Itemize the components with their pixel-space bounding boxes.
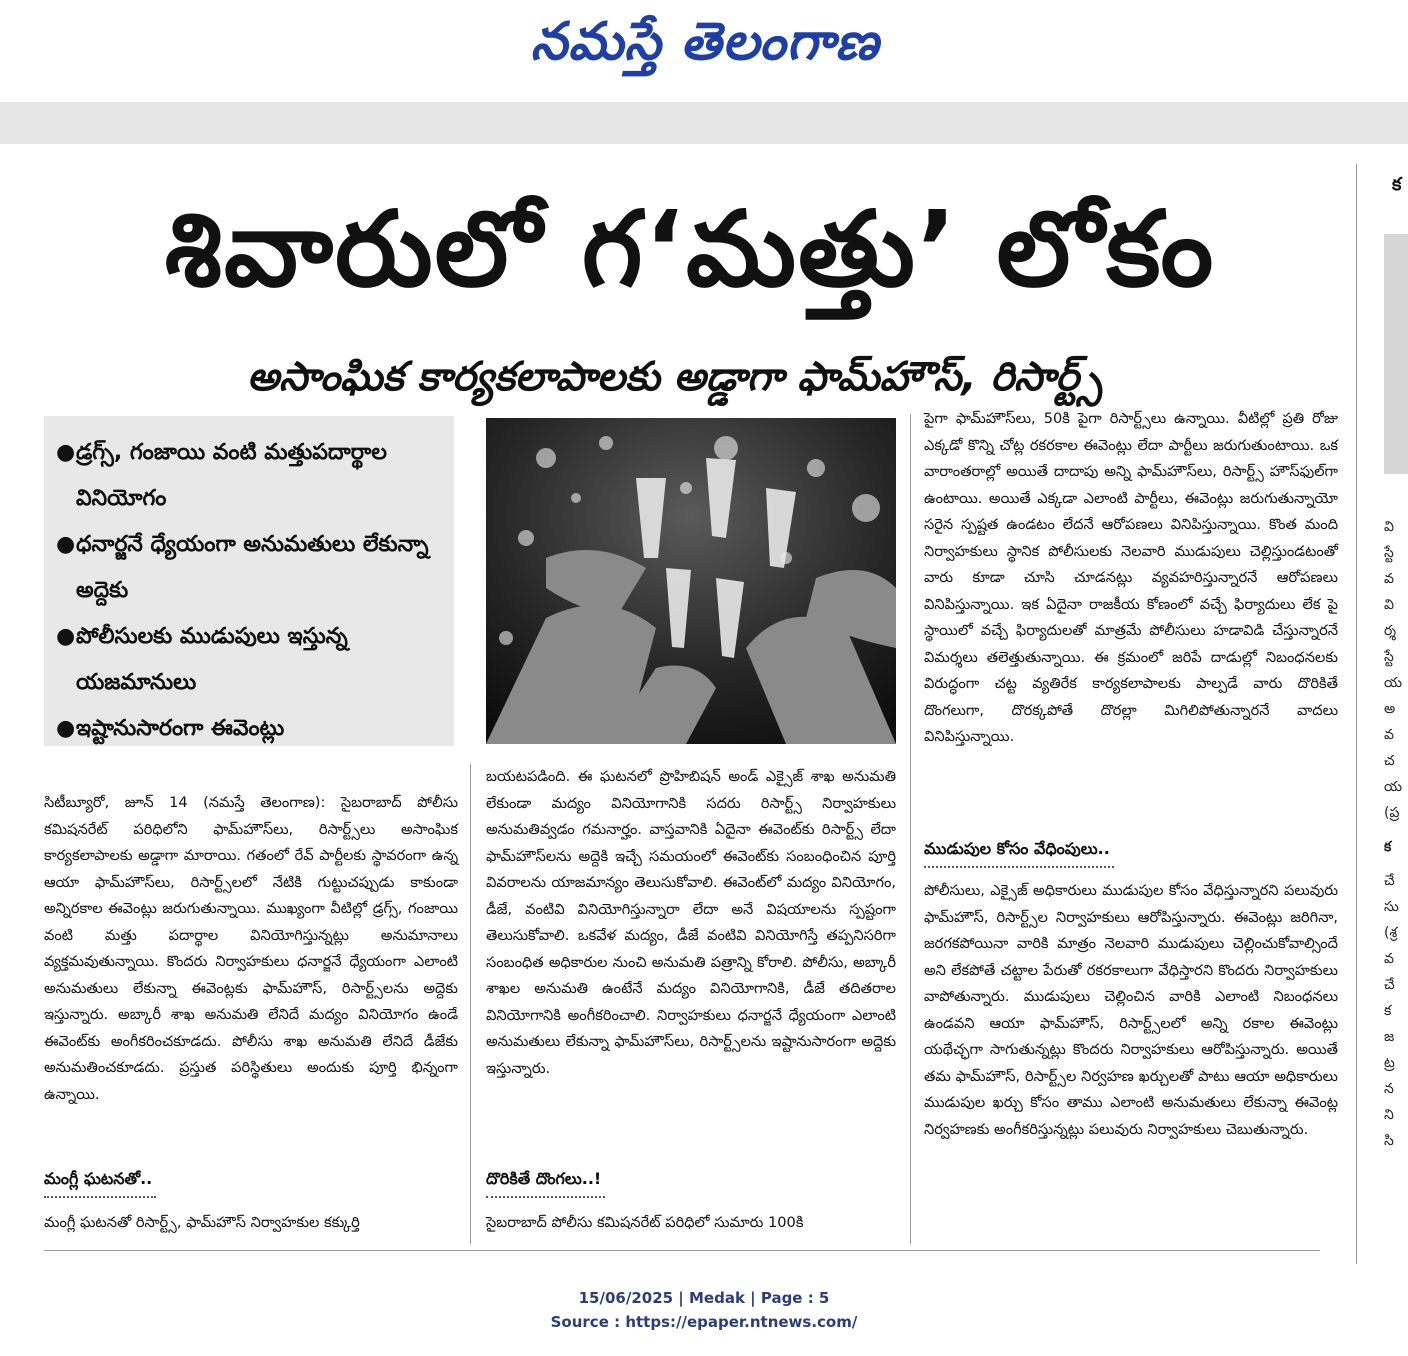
column-divider [470,764,471,1244]
highlights-list [44,416,454,752]
highlight-item: ● పోలీసులకు ముడుపులు ఇస్తున్న యజమానులు [76,614,454,706]
newspaper-page [0,144,1408,1276]
article-subheadline: అసాంఘిక కార్యకలాపాలకు అడ్డాగా ఫామ్‌హౌస్, రిసార్ట్స్ [247,354,1103,400]
column-3-body: పైగా ఫామ్‌హౌస్‌లు, 50కి పైగా రిసార్ట్స్‌లు ఉన్నాయి. వీటిల్లో ప్రతి రోజు ఎక్కడో కొన్ని చోట్ల రకరకాల ఈవెంట్లు లేదా పార్టీలు జరుగుతుంటాయి. ఒక వారాంతరాల్లో అయితే దాదాపు అన్ని ఫామ్‌హౌస్‌లు, రిసార్ట్స్ హౌస్‌ఫుల్‌గా ఉంటాయి. అయితే ఎక్కడా ఎలాంటి పార్టీలు, ఈవెంట్లు జరుగుతున్నాయో సరైన స్పష్టత ఉండటం లేదనే ఆరోపణలు వినిపిస్తున్నాయి. కొంత మంది నిర్వాహకులు స్థానిక పోలీసులకు నెలవారి ముడుపులు చెల్లిస్తుండటంతో వారు కూడా చూసి చూడనట్లు వ్యవహరిస్తున్నారనే ఆరోపణలు వినిపిస్తున్నాయి. ఇక ఏదైనా రాజకీయ కోణంలో వచ్చే ఫిర్యాదులు లేక పై స్థాయిలో వచ్చే ఫిర్యాదులతో మాత్రమే పోలీసులు హడావిడి చేస్తున్నారనే విమర్శలు తలెత్తుతున్నాయి. ఈ క్రమంలో జరిపే దాడుల్లో నిబంధనలకు విరుద్ధంగా చట్ట వ్యతిరేక కార్యకలాపాలకు పాల్పడే వారు దొరికితే దొంగలుగా, దొరక్కపోతే దొరల్లా మిగిలిపోతున్నారనే వాదలు వినిపిస్తున్నాయి. [924,410,1338,745]
adjacent-headline-fragment: క [1392,174,1402,195]
masthead [0,0,1408,100]
header-strip [0,102,1408,144]
article-bottom-rule [44,1250,1320,1251]
bullet-icon: ● [56,624,76,649]
column-1-body: సిటీబ్యూరో, జూన్ 14 (నమస్తే తెలంగాణ): సైబరాబాద్ పోలీసు కమిషనరేట్ పరిధిలోని ఫామ్‌హౌస్‌లు, రిసార్ట్స్‌లు అసాంఘిక కార్యకలాపాలకు అడ్డాగా మారాయి. గతంలో రేవ్ పార్టీలకు స్థావరంగా ఉన్న ఆయా ఫామ్‌హౌస్‌లు, రిసార్ట్స్‌లలో నేటికి గుట్టుచప్పుడు కాకుండా అన్నిరకాల ఈవెంట్లు జరుగుతున్నాయి. ముఖ్యంగా వీటిల్లో డ్రగ్స్, గంజాయి వంటి మత్తు పదార్థాల వినియోగిస్తున్నట్లు అనుమానాలు వ్యక్తమవుతున్నాయి. కొందరు నిర్వాహకులు ధనార్జనే ధ్యేయంగా ఎలాంటి అనుమతులు లేకున్నా ఈవెంట్లకు ఫామ్‌హౌస్, రిసార్ట్స్‌లను అద్దెకు ఇస్తున్నారు. అబ్కారీ శాఖ అనుమతి లేనిదే మద్యం వినియోగం ఉండే ఈవెంట్‌కు అంగీకరించకూడదు. పోలీసు శాఖ అనుమతి లేనిదే డీజేకు అనుమతించకూడదు. ప్రస్తుత పరిస్థితులు అందుకు పూర్తి భిన్నంగా ఉన్నాయి. [44,794,458,1103]
highlight-item: ● ఇష్టానుసారంగా ఈవెంట్లు [76,706,454,752]
section-heading-caught-thieves: దొరికితే దొంగలు..! [486,1164,605,1198]
highlight-item: ● ధనార్జనే ధ్యేయంగా అనుమతులు లేకున్నా అద్దెకు [76,522,454,614]
column-divider [1356,164,1357,1264]
article-column-2 [486,764,896,1082]
champagne-glasses-image [486,418,896,744]
article-column-3 [924,406,1338,751]
adjacent-article-fragment [1384,174,1408,1264]
article-headline: శివారులో గ‘మత్తు’ లోకం [164,188,1216,310]
bullet-icon: ● [56,440,76,465]
column-3-continuation: పోలీసులు, ఎక్సైజ్ అధికారులు ముడుపుల కోసం వేధిస్తున్నారని పలువురు ఫామ్‌హౌస్, రిసార్ట్స్‌ల నిర్వాహకులు ఆరోపిస్తున్నారు. ఈవెంట్లు జరిగినా, జరగకపోయినా వారికి మాత్రం నెలవారి ముడుపులు చెల్లించుకోవాల్సిందే అని లేకపోతే చట్టాల పేరుతో రకరకాలుగా వేధిస్తారని కొందరు నిర్వాహకులు వాపోతున్నారు. ముడుపులు చెల్లించిన వారికి ఎలాంటి నిబంధనలు ఉండవని ఆయా ఫామ్‌హౌస్, రిసార్ట్స్‌లలో అన్ని రకాల ఈవెంట్లు యథేచ్ఛగా సాగుతున్నట్లు కొందరు నిర్వాహకులు ఆరోపిస్తున్నారు. అయితే తమ ఫామ్‌హౌస్, రిసార్ట్స్‌ల నిర్వహణ ఖర్చులతో పాటు ఆయా అధికారులు ముడుపుల ఖర్చు కోసం తాము ఎలాంటి అనుమతులు లేకున్నా ఈవెంట్ల నిర్వహణకు అంగీకరిస్తున్నట్లు పలువురు నిర్వాహకులు చెబుతున్నారు. [924,882,1338,1138]
article-column-1 [44,790,458,1108]
highlight-item: ● డ్రగ్స్, గంజాయి వంటి మత్తుపదార్థాల వినియోగం [76,430,454,522]
footer-date-edition: 15/06/2025 | Medak | Page : 5 [578,1289,830,1307]
side-text: వి స్టే వ వి ర్శ స్టే య అ వ చ య (ప్ర క చే సు (శ్ర వ చే క జ ట్ర న ని సి [1384,519,1403,1149]
bullet-icon: ● [56,532,76,557]
section-heading-bribe-harassment: ముడుపుల కోసం వేధింపులు.. [924,834,1114,868]
page-footer [0,1286,1408,1334]
column-divider [910,414,911,1244]
footer-source-link[interactable]: Source : https://epaper.ntnews.com/ [550,1313,858,1331]
newspaper-logo: నమస్తే తెలంగాణ [530,12,880,72]
highlights-box [44,416,454,746]
bullet-icon: ● [56,716,76,741]
column-1-continuation: మంగ్లీ ఘటనతో రిసార్ట్స్, ఫామ్‌హౌస్ నిర్వాహకుల కక్కుర్తి [44,1214,360,1231]
section-heading-mangli: మంగ్లీ ఘటనతో.. [44,1164,156,1198]
column-2-body: బయటపడింది. ఈ ఘటనలో ప్రొహిబిషన్ అండ్ ఎక్సైజ్ శాఖ అనుమతి లేకుండా మద్యం వినియోగానికి సదరు రిసార్ట్స్ నిర్వాహకులు అనుమతివ్వడం గమనార్హం. వాస్తవానికి ఏదైనా ఈవెంట్‌కు రిసార్ట్స్ లేదా ఫామ్‌హౌస్‌లను అద్దెకి ఇచ్చే సమయంలో ఈవెంట్‌కు సంబంధించిన పూర్తి వివరాలను యాజమాన్యం తెలుసుకోవాలి. ఈవెంట్‌లో మద్యం వినియోగం, డీజే, వంటివి వినియోగిస్తున్నారా లేదా అనే విషయాలను స్పష్టంగా తెలుసుకోవాలి. ఒకవేళ మద్యం, డీజే వంటివి వినియోగిస్తే తప్పనిసరిగా సంబంధిత అధికారుల నుంచి అనుమతి పత్రాన్ని కోరాలి. పోలీసు, అబ్కారీ శాఖల అనుమతి ఉంటేనే మద్యం వినియోగానికి, డీజే తదితరాల వినియోగానికి అంగీకరించాలి. నిర్వాహకులు ధనార్జనే ధ్యేయంగా ఎలాంటి అనుమతులు లేకున్నా ఫామ్‌హౌస్‌లు, రిసార్ట్స్‌లను ఇష్టానుసారంగా అద్దెకు ఇస్తున్నారు. [486,768,896,1077]
party-toast-photo [486,418,896,744]
adjacent-photo-fragment [1384,234,1408,474]
column-2-continuation: సైబరాబాద్ పోలీసు కమిషనరేట్ పరిధిలో సుమారు 100కి [486,1214,804,1231]
